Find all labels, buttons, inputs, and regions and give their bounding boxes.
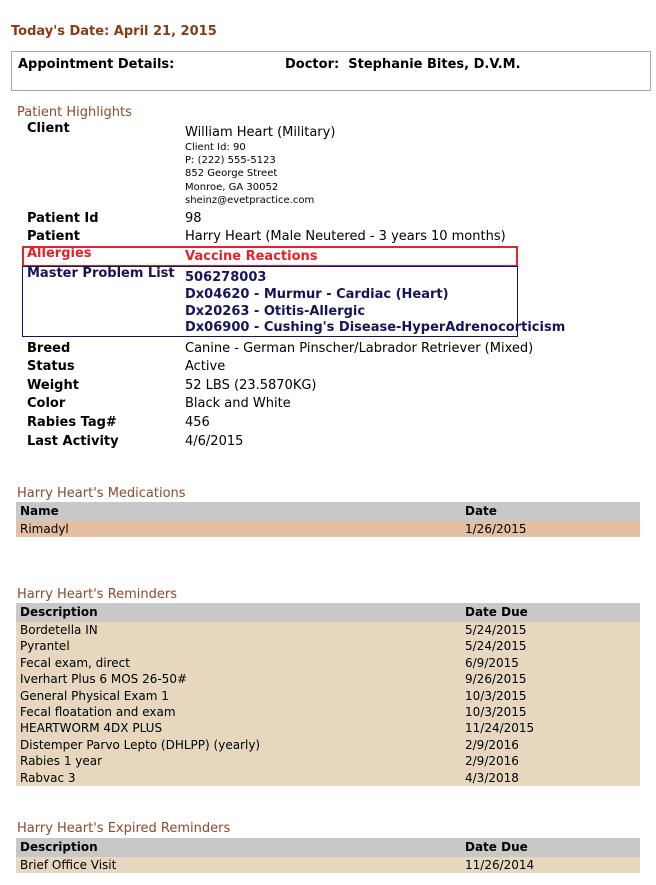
column-header-date: Date (465, 504, 497, 518)
reminder-description: Bordetella IN (20, 623, 98, 637)
client-name: William Heart (Military) (185, 125, 336, 140)
table-row[interactable] (16, 671, 640, 687)
problem-item: Dx20263 - Otitis-Allergic (185, 304, 366, 319)
column-header-name: Name (20, 504, 59, 518)
appointment-details-label: Appointment Details: (18, 57, 175, 72)
breed-value: Canine - German Pinscher/Labrador Retriever (Mixed) (185, 341, 534, 356)
reminder-date-due: 11/24/2015 (465, 721, 535, 736)
reminder-description: HEARTWORM 4DX PLUS (20, 721, 163, 736)
reminder-date-due: 5/24/2015 (465, 639, 527, 654)
reminder-description: General Physical Exam 1 (20, 688, 169, 703)
column-header-date-due: Date Due (465, 840, 528, 854)
table-row[interactable] (16, 521, 640, 537)
patient-label: Patient (27, 229, 80, 244)
table-row[interactable] (16, 737, 640, 753)
reminder-date-due: 10/3/2015 (465, 704, 527, 719)
medications-title: Harry Heart's Medications (17, 486, 186, 501)
client-id: Client Id: 90 (185, 142, 246, 153)
expired-reminders-table (16, 838, 640, 873)
table-row[interactable] (16, 770, 640, 786)
patient-id-value: 98 (185, 211, 202, 226)
last-activity-label: Last Activity (27, 434, 119, 449)
table-row[interactable] (16, 638, 640, 654)
client-label: Client (27, 121, 70, 136)
column-header-description: Description (20, 605, 98, 619)
reminder-description: Distemper Parvo Lepto (DHLPP) (yearly) (20, 737, 261, 752)
expired-reminders-title: Harry Heart's Expired Reminders (17, 821, 231, 836)
client-email[interactable]: sheinz@evetpractice.com (185, 195, 315, 206)
table-header (16, 838, 640, 857)
todays-date: Today's Date: April 21, 2015 (11, 24, 217, 39)
weight-label: Weight (27, 378, 79, 393)
table-header (16, 603, 640, 622)
reminders-title: Harry Heart's Reminders (17, 587, 178, 602)
status-value: Active (185, 359, 226, 374)
patient-highlights-title: Patient Highlights (17, 105, 132, 120)
doctor-name: Doctor: Stephanie Bites, D.V.M. (285, 57, 521, 72)
status-label: Status (27, 359, 75, 374)
reminder-description: Iverhart Plus 6 MOS 26-50# (20, 672, 188, 687)
reminder-date-due: 4/3/2018 (465, 770, 519, 785)
reminder-description: Rabies 1 year (20, 754, 103, 769)
reminders-table (16, 603, 640, 786)
reminder-description: Rabvac 3 (20, 770, 76, 785)
reminder-date-due: 2/9/2016 (465, 754, 519, 769)
client-phone: P: (222) 555-5123 (185, 155, 276, 166)
reminder-description: Fecal floatation and exam (20, 704, 176, 719)
column-header-date-due: Date Due (465, 605, 528, 619)
patient-value: Harry Heart (Male Neutered - 3 years 10 months) (185, 229, 506, 244)
expired-reminder-date-due: 11/26/2014 (465, 858, 535, 872)
reminder-description: Pyrantel (20, 639, 70, 654)
master-problem-list-label: Master Problem List (27, 266, 175, 281)
table-row[interactable] (16, 688, 640, 704)
patient-id-label: Patient Id (27, 211, 99, 226)
reminder-date-due: 10/3/2015 (465, 688, 527, 703)
reminder-date-due: 2/9/2016 (465, 737, 519, 752)
medications-table (16, 502, 640, 537)
table-row[interactable] (16, 622, 640, 638)
reminders-body (16, 622, 640, 786)
problem-item: Dx04620 - Murmur - Cardiac (Heart) (185, 287, 449, 302)
table-row[interactable] (16, 655, 640, 671)
client-street: 852 George Street (185, 168, 278, 179)
breed-label: Breed (27, 341, 71, 356)
rabies-tag-value: 456 (185, 415, 210, 430)
allergies-label: Allergies (27, 246, 92, 261)
color-value: Black and White (185, 396, 291, 411)
reminder-date-due: 6/9/2015 (465, 655, 519, 670)
allergies-value: Vaccine Reactions (185, 249, 318, 264)
table-row[interactable] (16, 720, 640, 736)
reminder-date-due: 5/24/2015 (465, 623, 527, 637)
weight-value: 52 LBS (23.5870KG) (185, 378, 317, 393)
medication-date: 1/26/2015 (465, 522, 527, 536)
reminder-description: Fecal exam, direct (20, 655, 130, 670)
medication-name: Rimadyl (20, 522, 69, 536)
client-city: Monroe, GA 30052 (185, 182, 279, 193)
problem-item: Dx06900 - Cushing's Disease-HyperAdrenocorticism (185, 320, 566, 335)
expired-reminder-description: Brief Office Visit (20, 858, 117, 872)
table-row[interactable] (16, 704, 640, 720)
color-label: Color (27, 396, 66, 411)
problem-item: 506278003 (185, 270, 267, 285)
table-row[interactable] (16, 857, 640, 873)
table-header (16, 502, 640, 521)
reminder-date-due: 9/26/2015 (465, 672, 527, 687)
column-header-description: Description (20, 840, 98, 854)
appointment-details-box (11, 51, 651, 91)
last-activity-value: 4/6/2015 (185, 434, 244, 449)
table-row[interactable] (16, 753, 640, 769)
rabies-tag-label: Rabies Tag# (27, 415, 117, 430)
